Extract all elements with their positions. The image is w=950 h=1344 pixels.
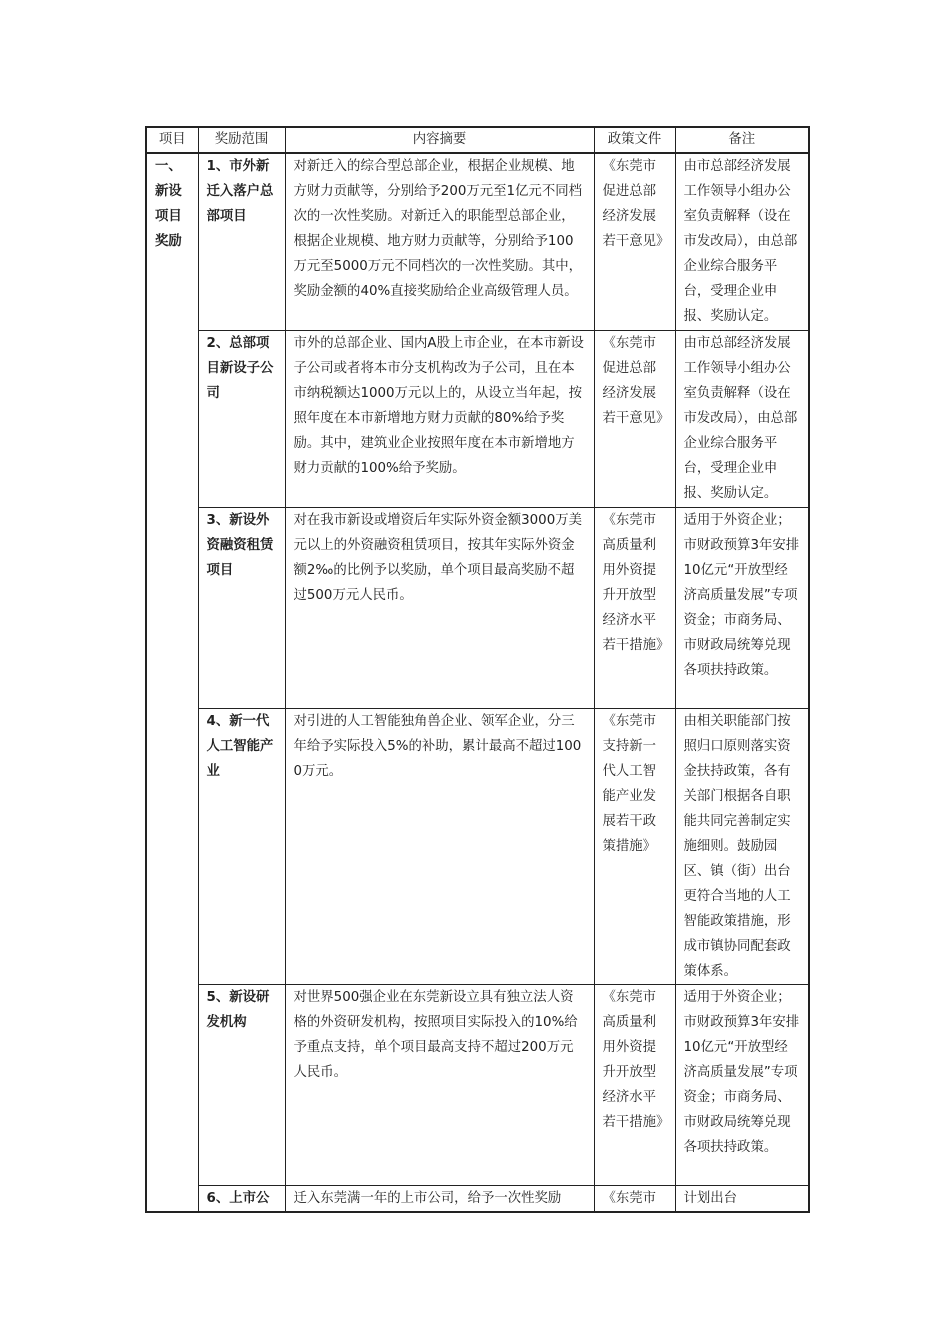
summary-cell: 对新迁入的综合型总部企业，根据企业规模、地方财力贡献等，分别给予200万元至1亿元不同档次的一次性奖励。对新迁入的职能型总部企业，根据企业规模、地方财力贡献等，分别给予100万元至5000万元不同档次的一次性奖励。其中，奖励金额的40%直接奖励给企业高级管理人员。: [285, 153, 594, 331]
note-cell: 由市总部经济发展工作领导小组办公室负责解释（设在市发改局），由总部企业综合服务平台，受理企业申报、奖励认定。: [675, 153, 809, 331]
policy-file-cell: 《东莞市促进总部经济发展若干意见》: [594, 153, 675, 331]
category-cell: 一、新设项目奖励: [146, 153, 198, 1212]
table-row: [146, 709, 809, 985]
header-policy-file: 政策文件: [594, 127, 675, 153]
note-cell: 计划出台: [675, 1186, 809, 1213]
scope-cell: 4、新一代人工智能产业: [198, 709, 285, 985]
policy-table: [145, 126, 810, 1213]
scope-cell: 1、市外新迁入落户总部项目: [198, 153, 285, 331]
summary-cell: 对在我市新设或增资后年实际外资金额3000万美元以上的外资融资租赁项目，按其年实际外资金额2‰的比例予以奖励，单个项目最高奖励不超过500万元人民币。: [285, 508, 594, 709]
policy-file-cell: 《东莞市促进总部经济发展若干意见》: [594, 331, 675, 508]
summary-cell: 迁入东莞满一年的上市公司，给予一次性奖励: [285, 1186, 594, 1213]
header-note: 备注: [675, 127, 809, 153]
table-row: [146, 985, 809, 1186]
table-row: [146, 153, 809, 331]
scope-cell: 5、新设研发机构: [198, 985, 285, 1186]
policy-file-cell: 《东莞市高质量利用外资提升开放型经济水平若干措施》: [594, 508, 675, 709]
policy-file-cell: 《东莞市高质量利用外资提升开放型经济水平若干措施》: [594, 985, 675, 1186]
summary-cell: 对引进的人工智能独角兽企业、领军企业，分三年给予实际投入5%的补助，累计最高不超过1000万元。: [285, 709, 594, 985]
header-scope: 奖励范围: [198, 127, 285, 153]
policy-file-cell: 《东莞市: [594, 1186, 675, 1213]
note-cell: 适用于外资企业；市财政预算3年安排10亿元“开放型经济高质量发展”专项资金；市商务局、市财政局统筹兑现各项扶持政策。: [675, 508, 809, 709]
header-project: 项目: [146, 127, 198, 153]
policy-file-cell: 《东莞市支持新一代人工智能产业发展若干政策措施》: [594, 709, 675, 985]
table-row: [146, 508, 809, 709]
scope-cell: 2、总部项目新设子公司: [198, 331, 285, 508]
note-cell: 由市总部经济发展工作领导小组办公室负责解释（设在市发改局），由总部企业综合服务平台，受理企业申报、奖励认定。: [675, 331, 809, 508]
note-cell: 由相关职能部门按照归口原则落实资金扶持政策，各有关部门根据各自职能共同完善制定实施细则。鼓励园区、镇（街）出台更符合当地的人工智能政策措施，形成市镇协同配套政策体系。: [675, 709, 809, 985]
table-row: [146, 1186, 809, 1213]
scope-cell: 3、新设外资融资租赁项目: [198, 508, 285, 709]
note-cell: 适用于外资企业；市财政预算3年安排10亿元“开放型经济高质量发展”专项资金；市商务局、市财政局统筹兑现各项扶持政策。: [675, 985, 809, 1186]
summary-cell: 对世界500强企业在东莞新设立具有独立法人资格的外资研发机构，按照项目实际投入的10%给予重点支持，单个项目最高支持不超过200万元人民币。: [285, 985, 594, 1186]
scope-cell: 6、上市公: [198, 1186, 285, 1213]
table-header-row: [146, 127, 809, 153]
summary-cell: 市外的总部企业、国内A股上市企业，在本市新设子公司或者将本市分支机构改为子公司，且在本市纳税额达1000万元以上的，从设立当年起，按照年度在本市新增地方财力贡献的80%给予奖励。其中，建筑业企业按照年度在本市新增地方财力贡献的100%给予奖励。: [285, 331, 594, 508]
table-row: [146, 331, 809, 508]
header-summary: 内容摘要: [285, 127, 594, 153]
